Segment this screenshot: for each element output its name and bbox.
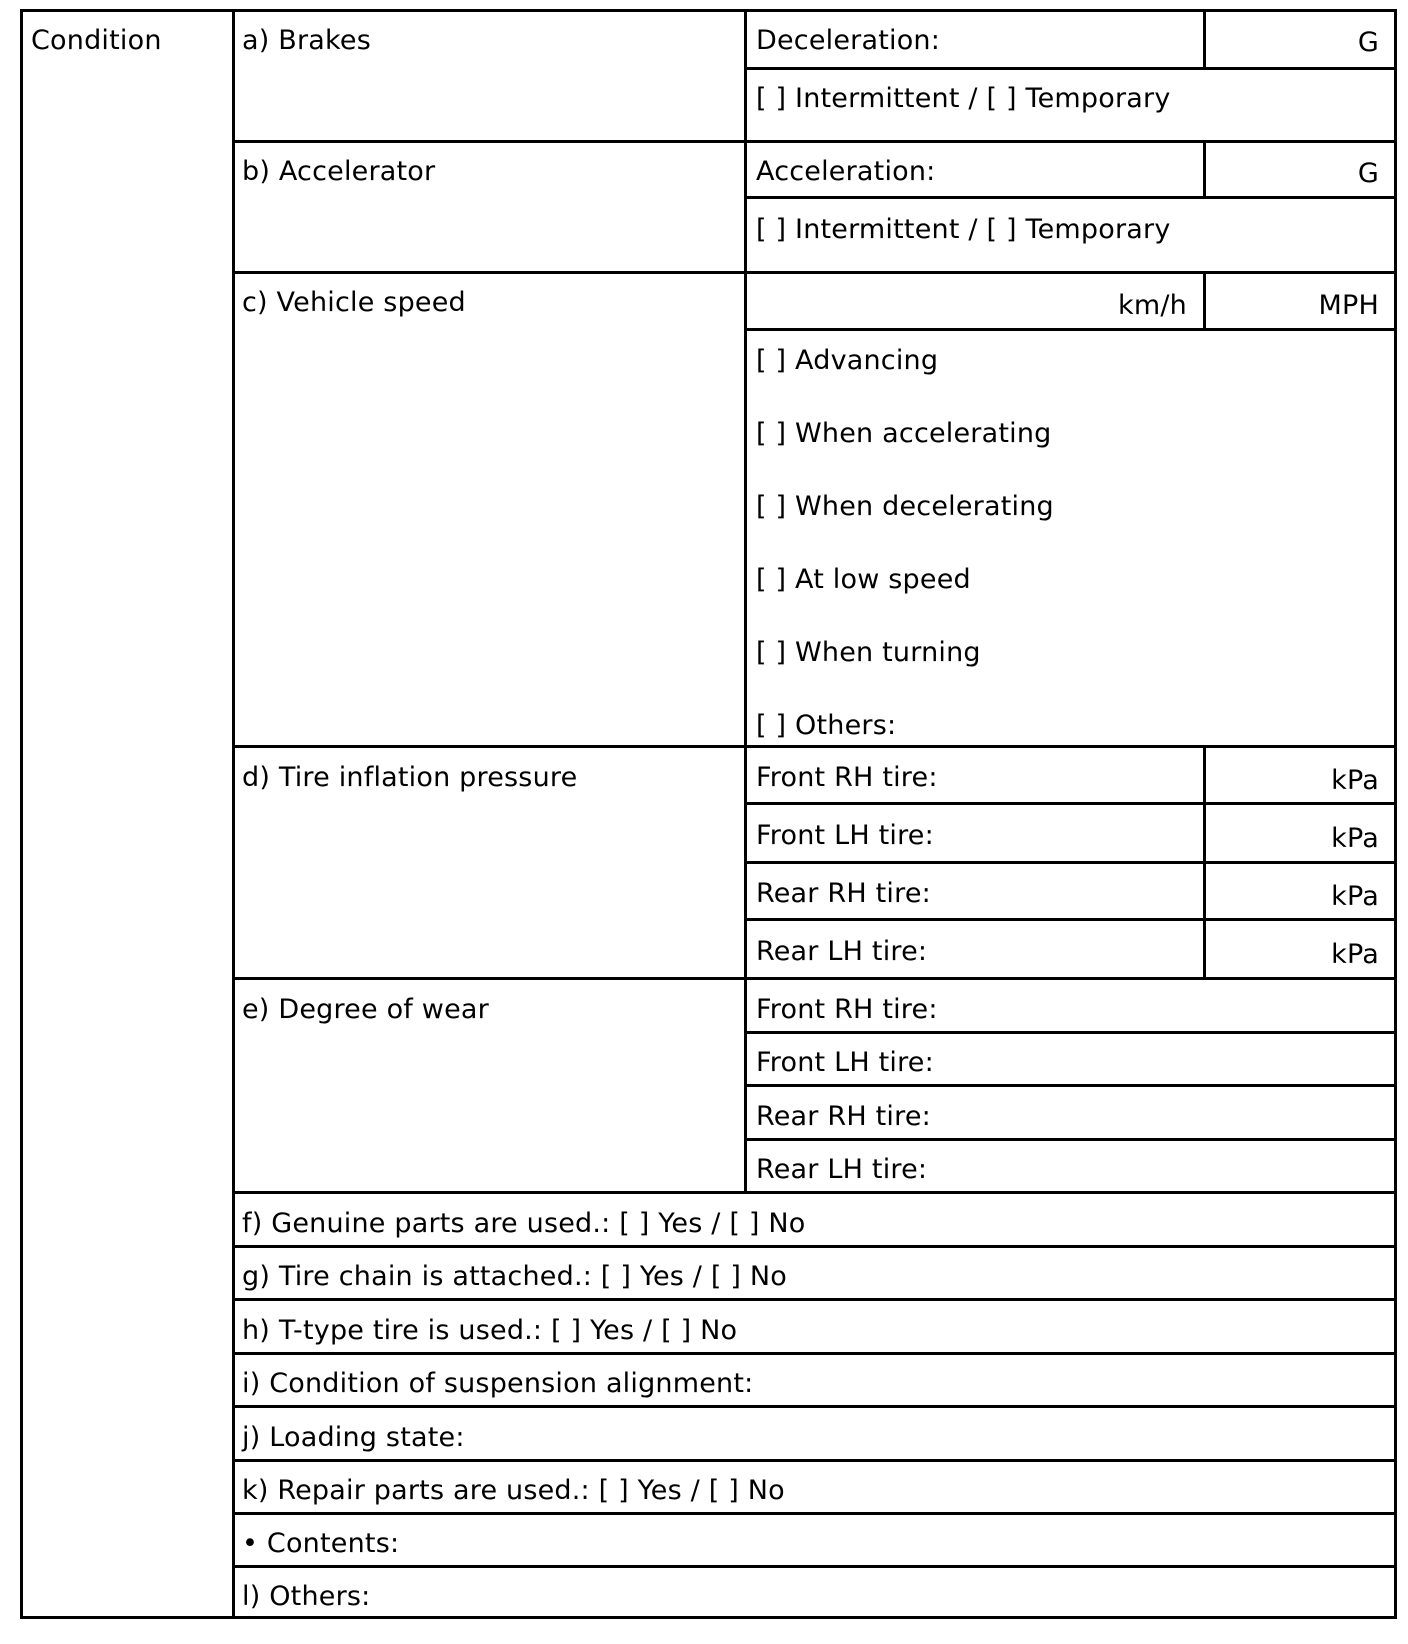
line-d2 [744,861,1397,864]
border-bottom [20,1616,1397,1619]
pressure-front-rh: Front RH tire: [756,762,938,793]
condition-label: Condition [31,25,162,56]
border-right [1394,9,1397,1619]
row-others: l) Others: [242,1581,371,1612]
line-e2 [744,1084,1397,1087]
line-hi [232,1352,1397,1355]
tire-pressure-label: d) Tire inflation pressure [242,762,578,793]
row-loading-state: j) Loading state: [242,1422,465,1453]
border-left [20,9,23,1619]
mask [1203,69,1206,140]
speed-option-others: [ ] Others: [756,710,897,741]
accelerator-label: b) Accelerator [242,156,436,187]
pressure-front-lh: Front LH tire: [756,820,934,851]
line-bc [232,271,1397,274]
pressure-unit-front-rh: kPa [1331,765,1379,796]
line-k-contents [232,1512,1397,1515]
pressure-unit-rear-lh: kPa [1331,939,1379,970]
deceleration-unit: G [1357,27,1379,58]
speed-option-turning: [ ] When turning [756,637,981,668]
row-contents: • Contents: [242,1528,400,1559]
line-contents-l [232,1565,1397,1568]
line-e1 [744,1031,1397,1034]
line-e3 [744,1138,1397,1141]
line-jk [232,1459,1397,1462]
divider-label-value [744,9,747,1194]
line-ab [232,140,1397,143]
wear-front-lh: Front LH tire: [756,1047,934,1078]
line-d1 [744,802,1397,805]
pressure-unit-front-lh: kPa [1331,823,1379,854]
deceleration-label: Deceleration: [756,25,941,56]
line-a-inner [744,196,1397,199]
line-gh [232,1298,1397,1301]
speed-unit-kmh: km/h [1118,290,1187,321]
speed-option-decelerating: [ ] When decelerating [756,491,1054,522]
line-de [232,977,1397,980]
wear-rear-lh: Rear LH tire: [756,1154,928,1185]
row-tire-chain: g) Tire chain is attached.: [ ] Yes / [ ] No [242,1261,788,1292]
row-repair-parts: k) Repair parts are used.: [ ] Yes / [ ] No [242,1475,785,1506]
accelerator-mode: [ ] Intermittent / [ ] Temporary [756,214,1171,245]
pressure-rear-rh: Rear RH tire: [756,878,931,909]
wear-front-rh: Front RH tire: [756,994,938,1025]
border-top [20,9,1397,12]
line-c-sub [744,328,1397,331]
wear-rear-rh: Rear RH tire: [756,1101,931,1132]
vehicle-speed-label: c) Vehicle speed [242,287,466,318]
pressure-rear-lh: Rear LH tire: [756,936,928,967]
line-ef [232,1191,1397,1194]
pressure-unit-rear-rh: kPa [1331,881,1379,912]
wear-label: e) Degree of wear [242,994,489,1025]
row-genuine-parts: f) Genuine parts are used.: [ ] Yes / [ ] No [242,1208,806,1239]
brakes-mode: [ ] Intermittent / [ ] Temporary [756,83,1171,114]
divider-condition [232,9,235,1619]
speed-option-accelerating: [ ] When accelerating [756,418,1052,449]
acceleration-label: Acceleration: [756,156,936,187]
line-fg [232,1245,1397,1248]
speed-option-low-speed: [ ] At low speed [756,564,971,595]
line-a-sub [744,67,1397,70]
line-ij [232,1405,1397,1408]
line-cd [232,745,1397,748]
brakes-label: a) Brakes [242,25,371,56]
row-t-type-tire: h) T-type tire is used.: [ ] Yes / [ ] No [242,1315,738,1346]
acceleration-unit: G [1357,158,1379,189]
speed-unit-mph: MPH [1318,290,1379,321]
row-suspension-alignment: i) Condition of suspension alignment: [242,1368,754,1399]
speed-option-advancing: [ ] Advancing [756,345,939,376]
line-d3 [744,918,1397,921]
